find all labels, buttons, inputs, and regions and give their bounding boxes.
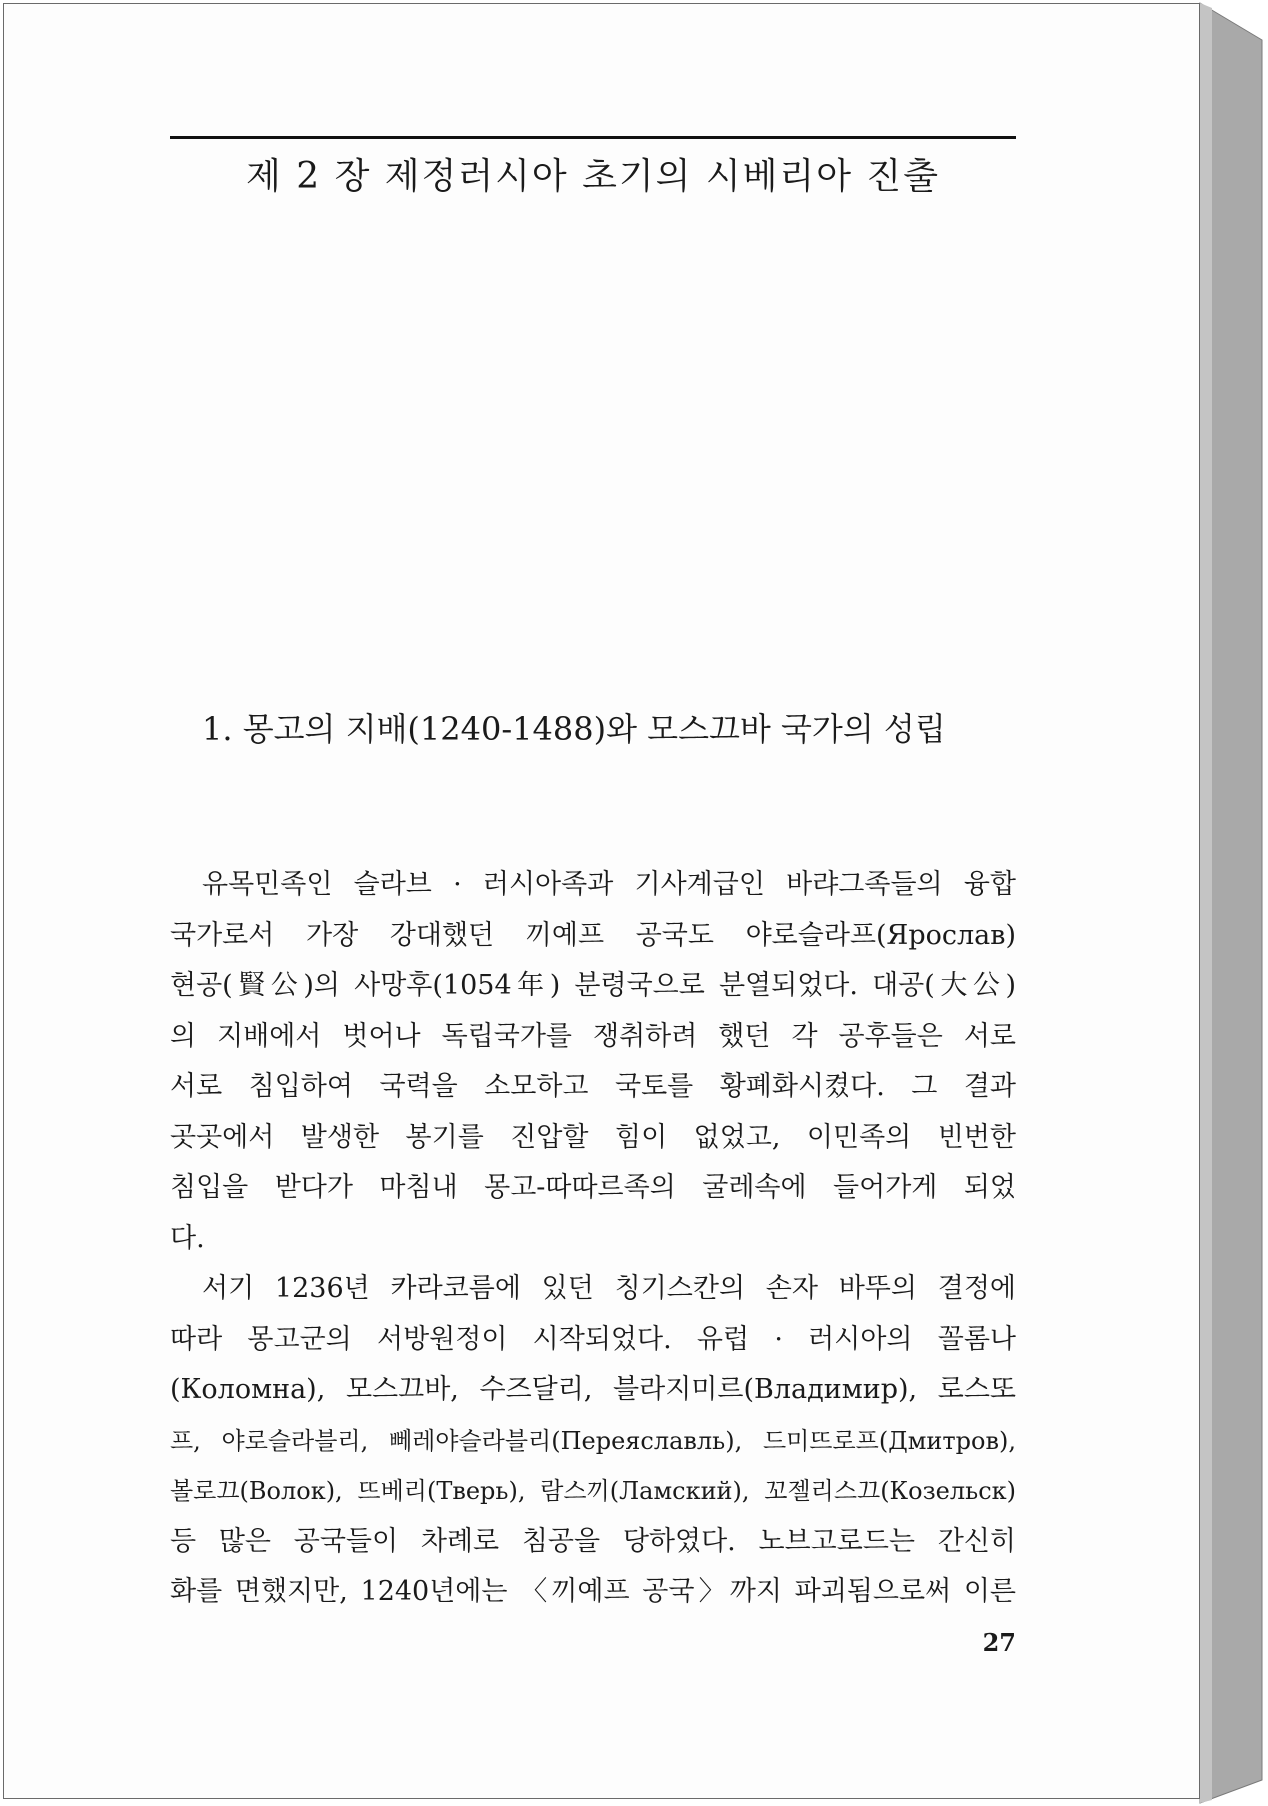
text-line: 국가로서 가장 강대했던 끼예프 공국도 야로슬라프(Ярослав)	[170, 919, 1016, 951]
text-line: 프, 야로슬라블리, 뻬레야슬라블리(Переяславль), 드미뜨로프(Дмитров),	[170, 1426, 1016, 1455]
text-line: 유목민족인 슬라브 · 러시아족과 기사계급인 바랴그족들의 융합	[202, 869, 1016, 900]
text-line: 침입을 받다가 마침내 몽고-따따르족의 굴레속에 들어가게 되었	[170, 1172, 1016, 1203]
text-line: 의 지배에서 벗어나 독립국가를 쟁취하려 했던 각 공후들은 서로	[170, 1020, 1016, 1052]
chapter-title: 제 2 장 제정러시아 초기의 시베리아 진출	[246, 156, 940, 197]
text-line: 따라 몽고군의 서방원정이 시작되었다. 유럽 · 러시아의 꼴롬나	[170, 1323, 1016, 1355]
text-line: 다.	[170, 1222, 205, 1254]
paragraph-2	[170, 1264, 1016, 1618]
chapter-rule	[170, 136, 1016, 139]
page-number: 27	[982, 1628, 1016, 1657]
paragraph-1	[170, 860, 1016, 1264]
section-title: 1. 몽고의 지배(1240-1488)와 모스끄바 국가의 성립	[202, 710, 946, 748]
text-line: 등 많은 공국들이 차례로 침공을 당하였다. 노브고로드는 간신히	[170, 1525, 1016, 1557]
text-line: 화를 면했지만, 1240년에는 〈끼예프 공국〉까지 파괴됨으로써 이른	[170, 1576, 1016, 1607]
body-text	[170, 860, 1016, 1618]
text-line: 곳곳에서 발생한 봉기를 진압할 힘이 없었고, 이민족의 빈번한	[170, 1121, 1016, 1153]
text-line: (Коломна), 모스끄바, 수즈달리, 블라지미르(Владимир), 로스또	[170, 1374, 1016, 1405]
text-line: 서기 1236년 카라코름에 있던 칭기스칸의 손자 바뚜의 결정에	[202, 1273, 1016, 1304]
text-line: 서로 침입하여 국력을 소모하고 국토를 황폐화시켰다. 그 결과	[170, 1071, 1016, 1102]
text-line: 현공(賢公)의 사망후(1054年) 분령국으로 분열되었다. 대공(大公)	[170, 970, 1016, 1001]
text-line: 볼로끄(Волок), 뜨베리(Тверь), 람스끼(Ламский), 꼬젤리스끄(Козельск)	[170, 1477, 1016, 1505]
